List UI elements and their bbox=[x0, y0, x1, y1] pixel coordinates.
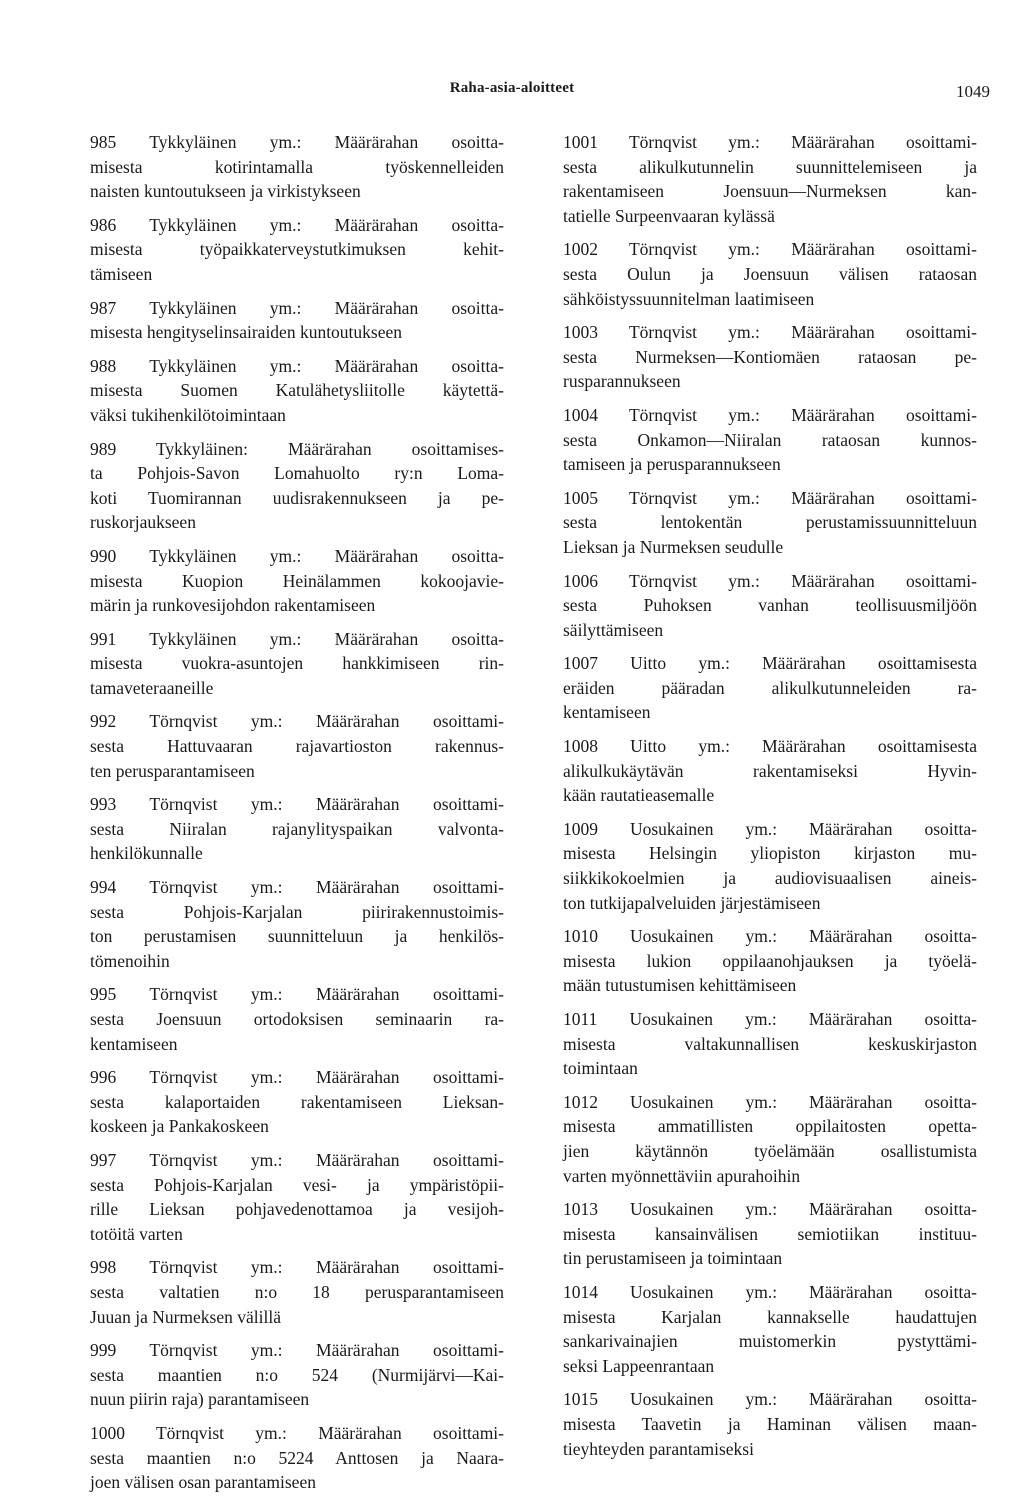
entry-line: ruskorjaukseen bbox=[90, 512, 196, 533]
entry-line: varten myönnettäviin apurahoihin bbox=[563, 1165, 801, 1186]
entry-line: 1006 Törnqvist ym.: Määrärahan osoittami- bbox=[563, 570, 977, 591]
entry-line: 997 Törnqvist ym.: Määrärahan osoittami- bbox=[90, 1149, 504, 1170]
entry-line: tämiseen bbox=[90, 263, 153, 284]
entry-line: joen välisen osan parantamiseen bbox=[90, 1472, 316, 1493]
motion-entry bbox=[563, 569, 977, 643]
left-column bbox=[90, 130, 504, 1504]
entry-line: 1002 Törnqvist ym.: Määrärahan osoittami- bbox=[563, 239, 977, 260]
entry-line: 986 Tykkyläinen ym.: Määrärahan osoitta- bbox=[90, 214, 504, 235]
entry-line: 998 Törnqvist ym.: Määrärahan osoittami- bbox=[90, 1257, 504, 1278]
motion-entry bbox=[90, 544, 504, 618]
entry-line: rille Lieksan pohjavedenottamoa ja vesijoh- bbox=[90, 1199, 504, 1220]
entry-line: sesta Joensuun ortodoksisen seminaarin ra- bbox=[90, 1009, 504, 1029]
motion-entry bbox=[90, 709, 504, 783]
motion-entry bbox=[563, 403, 977, 477]
entry-line: sesta Pohjois-Karjalan piirirakennustoimis- bbox=[90, 901, 504, 922]
entry-line: 1001 Törnqvist ym.: Määrärahan osoittami- bbox=[563, 132, 977, 152]
entry-line: 1013 Uosukainen ym.: Määrärahan osoitta- bbox=[563, 1199, 977, 1220]
entry-line: ton perustamisen suunnitteluun ja henkilös- bbox=[90, 926, 504, 947]
entry-line: sesta Oulun ja Joensuun välisen rataosan bbox=[563, 263, 977, 284]
motion-entry bbox=[90, 1338, 504, 1412]
entry-line: toimintaan bbox=[563, 1058, 638, 1079]
motion-entry bbox=[90, 437, 504, 535]
entry-line: 1004 Törnqvist ym.: Määrärahan osoittami- bbox=[563, 404, 977, 425]
entry-line: 1011 Uosukainen ym.: Määrärahan osoitta- bbox=[563, 1009, 977, 1029]
entry-line: ton tutkijapalveluiden järjestämiseen bbox=[563, 892, 821, 913]
entry-line: sesta valtatien n:o 18 perusparantamiseen bbox=[90, 1281, 504, 1302]
motion-entry bbox=[90, 1065, 504, 1139]
entry-line: mään tutustumisen kehittämiseen bbox=[563, 975, 797, 996]
motion-entry bbox=[563, 734, 977, 808]
motion-entry bbox=[563, 130, 977, 228]
entry-line: sesta alikulkutunnelin suunnittelemiseen ja bbox=[563, 156, 977, 177]
entry-line: misesta valtakunnallisen keskuskirjaston bbox=[563, 1033, 977, 1054]
motion-entry bbox=[90, 792, 504, 866]
motion-entry bbox=[90, 627, 504, 701]
entry-line: tömenoihin bbox=[90, 950, 170, 971]
entry-line: sesta Puhoksen vanhan teollisuusmiljöön bbox=[563, 595, 977, 616]
right-column bbox=[563, 130, 977, 1470]
motion-entry bbox=[563, 817, 977, 915]
motion-entry bbox=[563, 1197, 977, 1271]
entry-line: misesta kotirintamalla työskennelleiden bbox=[90, 156, 504, 177]
entry-line: sähköistyssuunnitelman laatimiseen bbox=[563, 288, 815, 309]
entry-line: märin ja runkovesijohdon rakentamiseen bbox=[90, 595, 376, 616]
entry-line: koti Tuomirannan uudisrakennukseen ja pe- bbox=[90, 487, 504, 508]
motion-entry bbox=[563, 1090, 977, 1188]
motion-entry bbox=[563, 486, 977, 560]
entry-line: misesta Taavetin ja Haminan välisen maan- bbox=[563, 1413, 977, 1434]
entry-line: 987 Tykkyläinen ym.: Määrärahan osoitta- bbox=[90, 297, 504, 318]
motion-entry bbox=[563, 237, 977, 311]
entry-line: alikulkukäytävän rakentamiseksi Hyvin- bbox=[563, 760, 977, 781]
entry-line: sesta Nurmeksen—Kontiomäen rataosan pe- bbox=[563, 346, 977, 367]
entry-line: ten perusparantamiseen bbox=[90, 760, 255, 781]
entry-line: 995 Törnqvist ym.: Määrärahan osoittami- bbox=[90, 984, 504, 1005]
entry-line: misesta Helsingin yliopiston kirjaston mu- bbox=[563, 843, 977, 864]
entry-line: Lieksan ja Nurmeksen seudulle bbox=[563, 536, 784, 557]
entry-line: sesta Hattuvaaran rajavartioston rakennus- bbox=[90, 736, 504, 757]
entry-line: tieyhteyden parantamiseksi bbox=[563, 1438, 754, 1459]
entry-line: 989 Tykkyläinen: Määrärahan osoittamises- bbox=[90, 438, 504, 459]
motion-entry bbox=[563, 1007, 977, 1081]
entry-line: 1007 Uitto ym.: Määrärahan osoittamisesta bbox=[563, 653, 977, 674]
entry-line: kentamiseen bbox=[90, 1033, 178, 1054]
motion-entry bbox=[563, 320, 977, 394]
entry-line: henkilökunnalle bbox=[90, 843, 203, 864]
motion-entry bbox=[90, 213, 504, 287]
motion-entry bbox=[90, 296, 504, 345]
entry-line: 994 Törnqvist ym.: Määrärahan osoittami- bbox=[90, 877, 504, 898]
entry-line: misesta lukion oppilaanohjauksen ja työelä- bbox=[563, 950, 977, 971]
entry-line: 991 Tykkyläinen ym.: Määrärahan osoitta- bbox=[90, 628, 504, 649]
motion-entry bbox=[563, 1280, 977, 1378]
motion-entry bbox=[90, 875, 504, 973]
entry-line: nuun piirin raja) parantamiseen bbox=[90, 1389, 310, 1410]
entry-line: kään rautatieasemalle bbox=[563, 785, 715, 806]
entry-line: ta Pohjois-Savon Lomahuolto ry:n Loma- bbox=[90, 463, 504, 484]
motion-entry bbox=[90, 982, 504, 1056]
entry-line: misesta ammatillisten oppilaitosten opetta- bbox=[563, 1116, 977, 1137]
motion-entry bbox=[90, 1255, 504, 1329]
motion-entry bbox=[90, 1148, 504, 1246]
entry-line: totöitä varten bbox=[90, 1223, 183, 1244]
entry-line: koskeen ja Pankakoskeen bbox=[90, 1116, 269, 1137]
entry-line: misesta Suomen Katulähetysliitolle käytettä- bbox=[90, 380, 504, 401]
entry-line: misesta vuokra-asuntojen hankkimiseen rin- bbox=[90, 653, 504, 674]
running-header-title: Raha-asia-aloitteet bbox=[449, 80, 575, 96]
entry-line: väksi tukihenkilötoimintaan bbox=[90, 404, 286, 425]
entry-line: 1008 Uitto ym.: Määrärahan osoittamisesta bbox=[563, 736, 977, 757]
motion-entry bbox=[563, 924, 977, 998]
entry-line: misesta hengityselinsairaiden kuntoutukseen bbox=[90, 322, 403, 343]
entry-line: tamiseen ja perusparannukseen bbox=[563, 454, 781, 475]
entry-line: sesta Pohjois-Karjalan vesi- ja ympäristöpii- bbox=[90, 1174, 504, 1195]
entry-line: 1012 Uosukainen ym.: Määrärahan osoitta- bbox=[563, 1091, 977, 1112]
entry-line: sesta kalaportaiden rakentamiseen Lieksan- bbox=[90, 1091, 504, 1112]
entry-line: 993 Törnqvist ym.: Määrärahan osoittami- bbox=[90, 794, 504, 815]
entry-line: sesta maantien n:o 5224 Anttosen ja Naara- bbox=[90, 1447, 504, 1468]
entry-line: tin perustamiseen ja toimintaan bbox=[563, 1248, 783, 1269]
entry-line: 985 Tykkyläinen ym.: Määrärahan osoitta- bbox=[90, 132, 504, 152]
entry-line: tamaveteraaneille bbox=[90, 677, 214, 698]
entry-line: säilyttämiseen bbox=[563, 619, 664, 640]
motion-entry bbox=[90, 130, 504, 204]
entry-line: misesta kansainvälisen semiotiikan instituu- bbox=[563, 1223, 977, 1244]
entry-line: Juuan ja Nurmeksen välillä bbox=[90, 1306, 281, 1327]
entry-line: 1014 Uosukainen ym.: Määrärahan osoitta- bbox=[563, 1281, 977, 1302]
entry-line: jien käytännön työelämään osallistumista bbox=[563, 1140, 977, 1161]
entry-line: 1003 Törnqvist ym.: Määrärahan osoittami- bbox=[563, 322, 977, 343]
entry-line: 990 Tykkyläinen ym.: Määrärahan osoitta- bbox=[90, 545, 504, 566]
page-number: 1049 bbox=[956, 82, 990, 101]
entry-line: rusparannukseen bbox=[563, 371, 681, 392]
entry-line: sesta maantien n:o 524 (Nurmijärvi—Kai- bbox=[90, 1364, 504, 1385]
motion-entry bbox=[563, 1387, 977, 1461]
entry-line: sankarivainajien muistomerkin pystyttämi- bbox=[563, 1331, 977, 1352]
entry-line: seksi Lappeenrantaan bbox=[563, 1355, 715, 1376]
motion-entry bbox=[90, 1421, 504, 1495]
entry-line: 1009 Uosukainen ym.: Määrärahan osoitta- bbox=[563, 818, 977, 839]
entry-line: sesta Onkamon—Niiralan rataosan kunnos- bbox=[563, 429, 977, 450]
entry-line: 999 Törnqvist ym.: Määrärahan osoittami- bbox=[90, 1340, 504, 1361]
entry-line: sesta Niiralan rajanylityspaikan valvonta- bbox=[90, 818, 504, 839]
entry-line: siikkikokoelmien ja audiovisuaalisen aineis- bbox=[563, 868, 977, 889]
entry-line: 992 Törnqvist ym.: Määrärahan osoittami- bbox=[90, 711, 504, 732]
entry-line: naisten kuntoutukseen ja virkistykseen bbox=[90, 181, 361, 202]
entry-line: misesta Kuopion Heinälammen kokoojavie- bbox=[90, 570, 504, 591]
entry-line: eräiden pääradan alikulkutunneleiden ra- bbox=[563, 677, 977, 698]
entry-line: misesta Karjalan kannakselle haudattujen bbox=[563, 1306, 977, 1327]
entry-line: 996 Törnqvist ym.: Määrärahan osoittami- bbox=[90, 1067, 504, 1088]
entry-line: 1000 Törnqvist ym.: Määrärahan osoittami- bbox=[90, 1422, 504, 1443]
motion-entry bbox=[563, 651, 977, 725]
entry-line: kentamiseen bbox=[563, 702, 651, 723]
entry-line: 1015 Uosukainen ym.: Määrärahan osoitta- bbox=[563, 1389, 977, 1410]
entry-line: 1005 Törnqvist ym.: Määrärahan osoittami- bbox=[563, 487, 977, 508]
entry-line: rakentamiseen Joensuun—Nurmeksen kan- bbox=[563, 181, 977, 202]
entry-line: misesta työpaikkaterveystutkimuksen kehit- bbox=[90, 239, 504, 260]
motion-entry bbox=[90, 354, 504, 428]
entry-line: 1010 Uosukainen ym.: Määrärahan osoitta- bbox=[563, 926, 977, 947]
entry-line: tatielle Surpeenvaaran kylässä bbox=[563, 205, 775, 226]
entry-line: 988 Tykkyläinen ym.: Määrärahan osoitta- bbox=[90, 355, 504, 376]
entry-line: sesta lentokentän perustamissuunnitteluun bbox=[563, 512, 977, 533]
